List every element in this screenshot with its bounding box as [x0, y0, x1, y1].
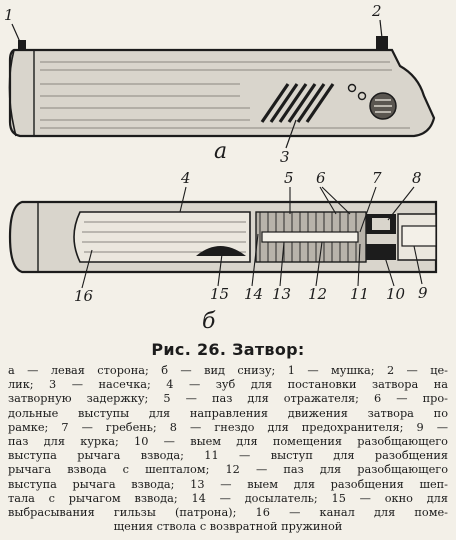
- callout-12: 12: [308, 285, 328, 303]
- legend-line: рамке; 7 — гребень; 8 — гнездо для предохранителя; 9 —: [8, 420, 448, 434]
- legend-line: щения ствола с возвратной пружиной: [113, 520, 343, 534]
- legend-line: паз для курка; 10 — выем для помещения разобщающего: [8, 435, 448, 449]
- callout-8: 8: [412, 169, 422, 187]
- legend-line: выступа рычага взвода; 13 — выем для разобщения шеп-: [8, 477, 448, 491]
- legend-line: тала с рычагом взвода; 14 — досылатель; 15 — окно для: [8, 491, 448, 505]
- callout-2: 2: [372, 2, 382, 20]
- legend-line: выступа рычага взвода; 11 — выступ для разобщения: [8, 449, 448, 463]
- slide-left-side-view: [9, 36, 434, 136]
- callout-10: 10: [386, 285, 406, 303]
- legend-line: затворную задержку; 5 — паз для отражателя; 6 — про-: [8, 392, 448, 406]
- view-label-a: а: [214, 139, 228, 164]
- callout-7: 7: [372, 169, 382, 187]
- callout-11: 11: [350, 285, 370, 303]
- callout-5: 5: [284, 169, 294, 187]
- callout-14: 14: [244, 285, 264, 303]
- callout-6: 6: [316, 169, 326, 187]
- figure-legend: [8, 364, 448, 534]
- callout-15: 15: [210, 285, 230, 303]
- legend-line: а — левая сторона; б — вид снизу; 1 — мушка; 2 — це-: [8, 364, 448, 377]
- callout-1: 1: [4, 6, 14, 24]
- rear-sight: [376, 36, 388, 51]
- callout-13: 13: [272, 285, 292, 303]
- figure-caption-title: Рис. 26. Затвор:: [151, 340, 305, 359]
- callout-4: 4: [181, 169, 191, 187]
- callout-16: 16: [74, 287, 94, 305]
- slide-bottom-view: [10, 202, 436, 272]
- legend-line: рычага взвода с шепталом; 12 — паз для разобщающего: [8, 463, 448, 477]
- legend-line: выбрасывания гильзы (патрона); 16 — канал для поме-: [8, 506, 448, 520]
- view-label-b: б: [202, 309, 216, 334]
- callout-3: 3: [280, 148, 290, 166]
- legend-line: лик; 3 — насечка; 4 — зуб для постановки затвора на: [8, 378, 448, 392]
- legend-line: дольные выступы для направления движения затвора по: [8, 406, 448, 420]
- callout-9: 9: [418, 284, 428, 302]
